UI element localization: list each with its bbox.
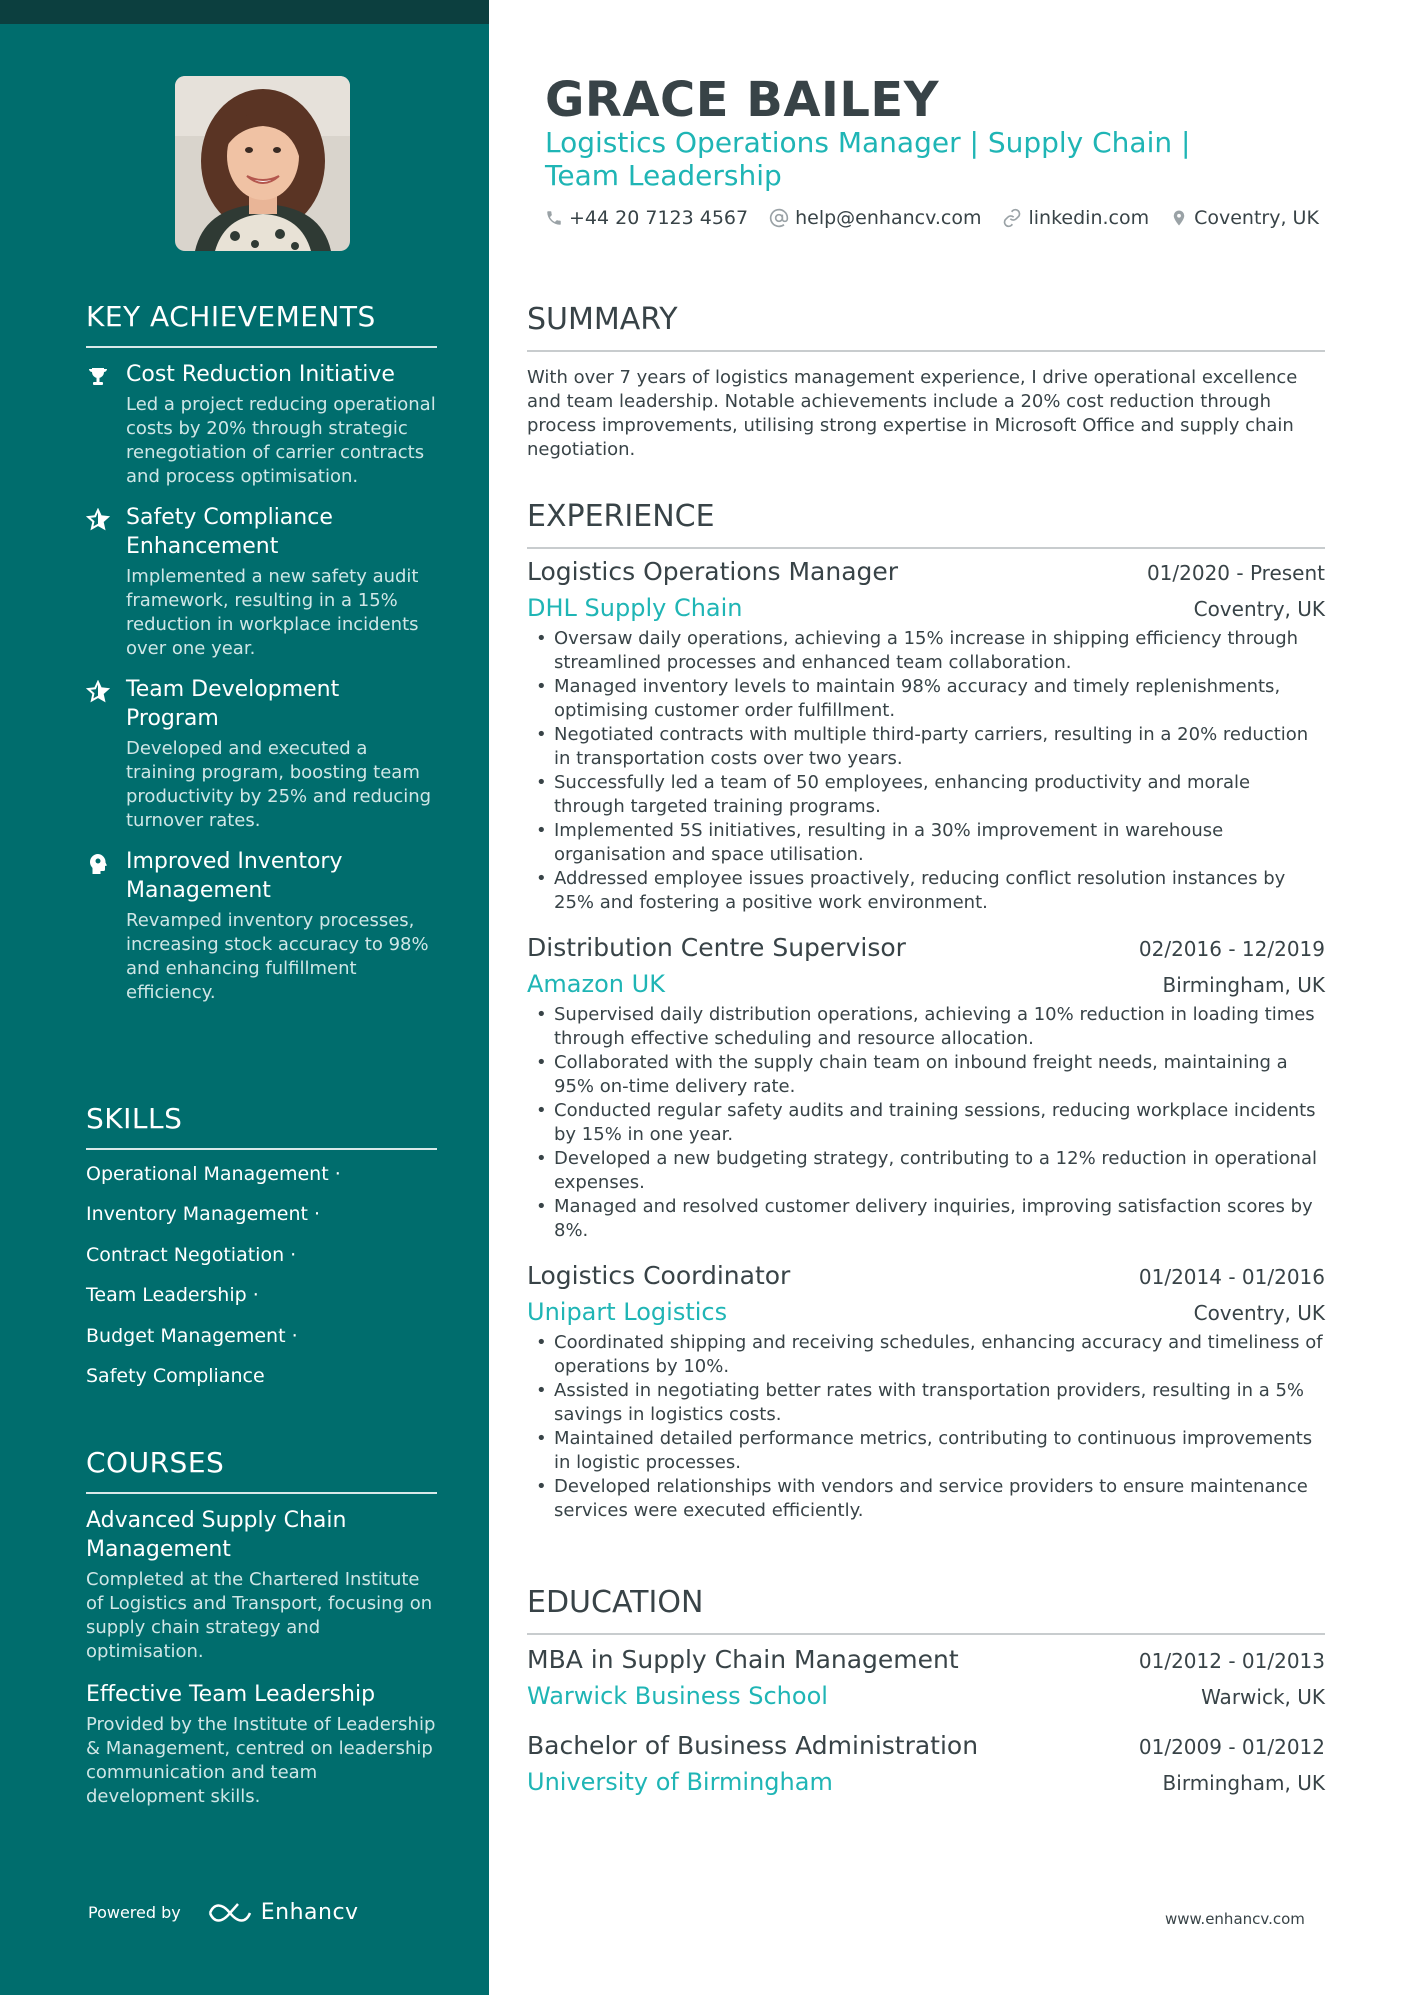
- achievement-title: Improved Inventory Management: [126, 848, 343, 903]
- education-date: 01/2012 - 01/2013: [1138, 1649, 1325, 1673]
- phone-icon: [545, 209, 563, 227]
- job-date: 02/2016 - 12/2019: [1138, 937, 1325, 961]
- contact-email-text: help@enhancv.com: [795, 207, 982, 229]
- skill-item: Contract Negotiation ·: [86, 1243, 297, 1266]
- courses-section: [86, 1446, 437, 1825]
- star-icon: [86, 680, 110, 704]
- achievement-description: Revamped inventory processes, increasing stock accuracy to 98% and enhancing fulfillment efficiency.: [126, 909, 429, 1003]
- job-title: Distribution Centre Supervisor: [527, 933, 906, 962]
- job-bullet: • Conducted regular safety audits and training sessions, reducing workplace incidents by 15% in one year.: [527, 1099, 1325, 1147]
- achievement-item: [86, 360, 437, 489]
- job-bullet: • Developed a new budgeting strategy, contributing to a 12% reduction in operational expenses.: [527, 1147, 1325, 1195]
- job-bullets: [527, 627, 1325, 915]
- job-date: 01/2014 - 01/2016: [1138, 1265, 1325, 1289]
- job-company: Amazon UK: [527, 970, 665, 998]
- achievement-item: [86, 675, 437, 833]
- summary-text: With over 7 years of logistics management experience, I drive operational excellence and team leadership. Notable achievements include a 20% cost reduction through process improvements, utilising strong expertise in Microsoft Office and supply chain negotiation.: [527, 367, 1298, 460]
- education-degree: Bachelor of Business Administration: [527, 1731, 979, 1760]
- job-location: Coventry, UK: [1193, 1301, 1325, 1325]
- course-description: Provided by the Institute of Leadership & Management, centred on leadership communication and team development skills.: [86, 1713, 436, 1807]
- contact-location-text: Coventry, UK: [1194, 207, 1319, 229]
- skills-title: SKILLS: [86, 1102, 437, 1150]
- job-entry: [527, 1259, 1325, 1523]
- job-title: Logistics Operations Manager: [527, 557, 899, 586]
- education-section: [527, 1585, 1325, 1815]
- contact-phone-text: +44 20 7123 4567: [569, 207, 749, 229]
- summary-title: SUMMARY: [527, 302, 1325, 352]
- skill-item: Budget Management ·: [86, 1324, 298, 1347]
- contact-location: [1170, 207, 1319, 229]
- courses-title: COURSES: [86, 1446, 437, 1494]
- experience-section: [527, 499, 1325, 1539]
- achievement-description: Implemented a new safety audit framework, resulting in a 15% reduction in workplace incidents over one year.: [126, 565, 419, 659]
- achievements-title: KEY ACHIEVEMENTS: [86, 300, 437, 348]
- star-icon: [86, 508, 110, 532]
- contact-linkedin[interactable]: [1002, 207, 1149, 229]
- contact-phone[interactable]: [545, 207, 748, 229]
- skill-item: Team Leadership ·: [86, 1284, 259, 1307]
- contact-linkedin-text: linkedin.com: [1028, 207, 1150, 229]
- education-school: Warwick Business School: [527, 1682, 828, 1710]
- job-location: Birmingham, UK: [1162, 973, 1325, 997]
- job-bullet: • Managed and resolved customer delivery inquiries, improving satisfaction scores by 8%.: [527, 1195, 1325, 1243]
- achievement-title: Safety Compliance Enhancement: [126, 504, 333, 559]
- contact-email[interactable]: [769, 207, 981, 229]
- job-company: Unipart Logistics: [527, 1298, 728, 1326]
- powered-by: [88, 1900, 359, 1925]
- job-entry: [527, 931, 1325, 1243]
- skill-item: Inventory Management ·: [86, 1203, 321, 1226]
- achievement-title: Cost Reduction Initiative: [126, 361, 395, 387]
- location-icon: [1170, 208, 1188, 228]
- course-item: [86, 1506, 437, 1664]
- job-company: DHL Supply Chain: [527, 594, 743, 622]
- education-location: Birmingham, UK: [1162, 1771, 1325, 1795]
- job-bullet: • Assisted in negotiating better rates with transportation providers, resulting in a 5% savings in logistics costs.: [527, 1379, 1325, 1427]
- job-bullet: • Successfully led a team of 50 employees, enhancing productivity and morale through targeted training programs.: [527, 771, 1325, 819]
- headline: Logistics Operations Manager | Supply Chain | Team Leadership: [545, 126, 1191, 192]
- skill-item: Safety Compliance: [86, 1365, 265, 1388]
- job-entry: [527, 555, 1325, 915]
- candidate-name: GRACE BAILEY: [545, 72, 939, 128]
- achievement-description: Led a project reducing operational costs by 20% through strategic renegotiation of carrier contracts and process optimisation.: [126, 393, 436, 487]
- profile-photo: [175, 76, 350, 251]
- footer-url[interactable]: www.enhancv.com: [1165, 1910, 1305, 1928]
- skill-item: Operational Management ·: [86, 1162, 341, 1185]
- job-bullet: • Coordinated shipping and receiving schedules, enhancing accuracy and timeliness of operations by 10%.: [527, 1331, 1325, 1379]
- job-bullet: • Maintained detailed performance metrics, contributing to continuous improvements in logistic processes.: [527, 1427, 1325, 1475]
- job-bullet: • Supervised daily distribution operations, achieving a 10% reduction in loading times through effective scheduling and resource allocation.: [527, 1003, 1325, 1051]
- job-title: Logistics Coordinator: [527, 1261, 791, 1290]
- job-bullet: • Oversaw daily operations, achieving a 15% increase in shipping efficiency through streamlined processes and enhanced team collaboration.: [527, 627, 1325, 675]
- enhancv-logo-icon: [207, 1901, 253, 1925]
- experience-title: EXPERIENCE: [527, 499, 1325, 549]
- achievement-description: Developed and executed a training program, boosting team productivity by 25% and reducing turnover rates.: [126, 737, 432, 831]
- job-location: Coventry, UK: [1193, 597, 1325, 621]
- course-title: Effective Team Leadership: [86, 1681, 376, 1707]
- education-school: University of Birmingham: [527, 1768, 833, 1796]
- achievement-item: [86, 847, 437, 1005]
- education-date: 01/2009 - 01/2012: [1138, 1735, 1325, 1759]
- link-icon: [1002, 208, 1022, 228]
- achievement-item: [86, 503, 437, 661]
- job-bullet: • Implemented 5S initiatives, resulting in a 30% improvement in warehouse organisation and space utilisation.: [527, 819, 1325, 867]
- powered-by-label: Powered by: [88, 1903, 181, 1922]
- skills-section: [86, 1102, 437, 1397]
- job-bullet: • Collaborated with the supply chain team on inbound freight needs, maintaining a 95% on-time delivery rate.: [527, 1051, 1325, 1099]
- course-title: Advanced Supply Chain Management: [86, 1507, 347, 1562]
- head-icon: [86, 852, 110, 876]
- job-bullets: [527, 1331, 1325, 1523]
- education-location: Warwick, UK: [1201, 1685, 1325, 1709]
- education-entry: [527, 1729, 1325, 1801]
- job-date: 01/2020 - Present: [1146, 561, 1325, 585]
- sidebar-top-bar: [0, 0, 489, 24]
- education-degree: MBA in Supply Chain Management: [527, 1645, 959, 1674]
- achievements-section: [86, 300, 437, 1019]
- education-entry: [527, 1643, 1325, 1715]
- contact-bar: [545, 207, 1340, 229]
- education-title: EDUCATION: [527, 1585, 1325, 1635]
- at-icon: [769, 208, 789, 228]
- course-description: Completed at the Chartered Institute of Logistics and Transport, focusing on supply chain strategy and optimisation.: [86, 1568, 433, 1662]
- job-bullet: • Managed inventory levels to maintain 98% accuracy and timely replenishments, optimising customer order fulfillment.: [527, 675, 1325, 723]
- trophy-icon: [86, 365, 110, 389]
- job-bullets: [527, 1003, 1325, 1243]
- enhancv-brand: Enhancv: [260, 1900, 359, 1925]
- sidebar: [0, 0, 489, 1995]
- job-bullet: • Developed relationships with vendors and service providers to ensure maintenance services were executed efficiently.: [527, 1475, 1325, 1523]
- achievement-title: Team Development Program: [126, 676, 340, 731]
- job-bullet: • Addressed employee issues proactively, reducing conflict resolution instances by 25% and fostering a positive work environment.: [527, 867, 1325, 915]
- course-item: [86, 1680, 437, 1809]
- job-bullet: • Negotiated contracts with multiple third-party carriers, resulting in a 20% reduction in transportation costs over two years.: [527, 723, 1325, 771]
- summary-section: [527, 302, 1325, 462]
